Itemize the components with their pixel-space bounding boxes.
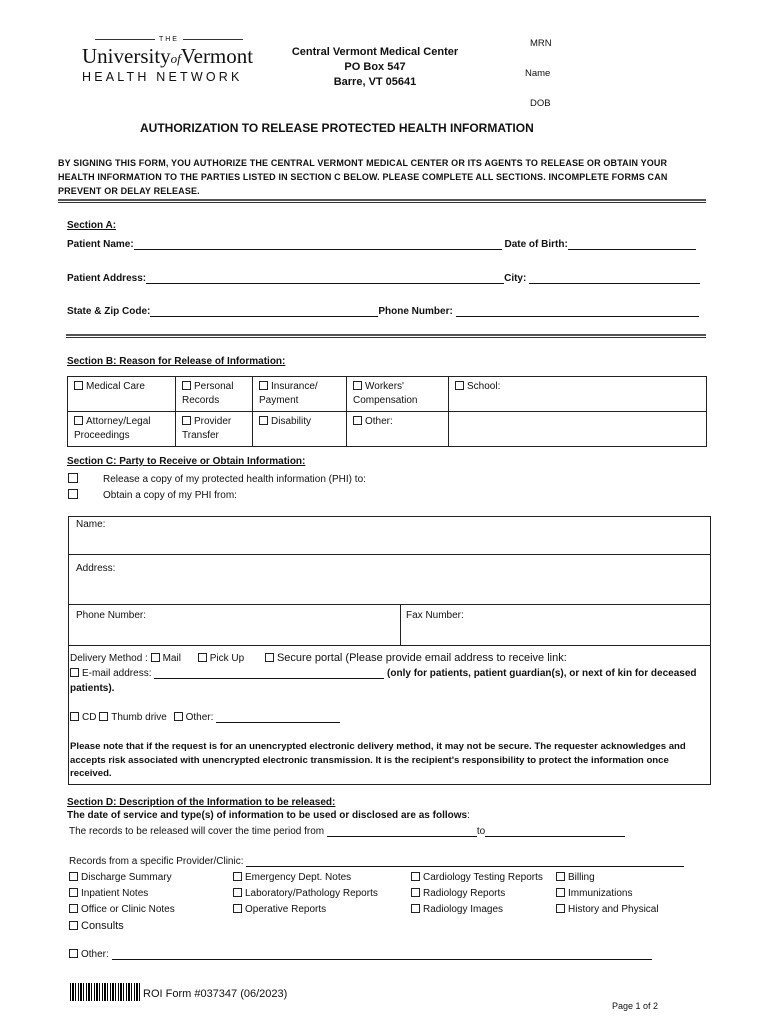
name-label: Name [525,68,551,79]
checkbox[interactable] [69,904,78,913]
provider-label: Records from a specific Provider/Clinic: [69,856,244,867]
other-media-field[interactable] [216,711,340,723]
section-c-heading: Section C: Party to Receive or Obtain Information: [67,456,306,467]
center-name: Central Vermont Medical Center [291,46,459,58]
checkbox[interactable] [69,888,78,897]
provider-row [69,855,684,867]
checkbox[interactable] [69,872,78,881]
email-field[interactable] [154,667,384,679]
logo [80,36,260,88]
party-phone-label[interactable]: Phone Number: [76,610,147,621]
party-fax-label[interactable]: Fax Number: [406,610,464,621]
checkbox[interactable] [411,872,420,881]
record-immunizations[interactable]: Immunizations [556,886,659,902]
reason-personal-records[interactable]: Personal Records [176,377,253,412]
dob-label: DOB [530,98,551,109]
intro-line: HEALTH INFORMATION TO THE PARTIES LISTED IN SECTION C BELOW. PLEASE COMPLETE ALL SECTIONS. INCOMPLETE FORMS CAN [58,172,668,182]
period-to-label: to [476,826,486,837]
checkbox[interactable] [99,712,108,721]
checkbox[interactable] [259,381,268,390]
checkbox[interactable] [74,381,83,390]
checkbox[interactable] [556,872,565,881]
row-divider [68,604,710,605]
checkbox[interactable] [353,416,362,425]
checkbox[interactable] [259,416,268,425]
email-row [70,667,697,679]
record-consults[interactable]: Consults [69,918,175,934]
pickup-option[interactable]: Pick Up [209,653,245,664]
record-inpatient-notes[interactable]: Inpatient Notes [69,886,175,902]
checkbox[interactable] [455,381,464,390]
mail-option[interactable]: Mail [162,653,181,664]
other-option[interactable]: Other: [185,712,214,723]
checkbox[interactable] [556,888,565,897]
divider [66,337,706,338]
checkbox[interactable] [151,653,160,662]
email-note: (only for patients, patient guardian(s), or next of kin for deceased [387,668,697,679]
provider-field[interactable] [246,855,684,867]
option-obtain[interactable]: Obtain a copy of my PHI from: [68,489,237,501]
thumb-drive-option[interactable]: Thumb drive [111,712,167,723]
checkbox[interactable] [233,888,242,897]
section-a-heading: Section A: [67,220,117,231]
barcode [70,983,142,1001]
record-office-notes[interactable]: Office or Clinic Notes [69,902,175,918]
other-records-label: Other: [81,949,109,960]
record-radiology-images[interactable]: Radiology Images [411,902,543,918]
divider [58,202,706,203]
reason-provider-transfer[interactable]: Provider Transfer [176,412,253,447]
record-operative-reports[interactable]: Operative Reports [233,902,378,918]
patient-address-field[interactable] [146,272,504,284]
reason-attorney[interactable]: Attorney/Legal Proceedings [68,412,176,447]
state-zip-label: State & Zip Code: [67,306,151,317]
reason-empty [449,412,707,447]
checkbox[interactable] [182,381,191,390]
records-col-4 [556,870,659,918]
record-radiology-reports[interactable]: Radiology Reports [411,886,543,902]
record-lab-reports[interactable]: Laboratory/Pathology Reports [233,886,378,902]
checkbox[interactable] [411,904,420,913]
patient-name-row [67,238,696,250]
checkbox[interactable] [69,921,78,930]
section-d-heading: Section D: Description of the Information to be released: [67,797,336,808]
col-divider [400,604,401,645]
records-col-1 [69,870,175,934]
form-title: AUTHORIZATION TO RELEASE PROTECTED HEALTH INFORMATION [140,121,534,135]
center-city: Barre, VT 05641 [333,76,417,88]
reason-medical-care[interactable]: Medical Care [68,377,176,412]
reason-table [67,376,707,447]
period-row [69,825,625,837]
records-col-2 [233,870,378,918]
page-number: Page 1 of 2 [612,1001,659,1011]
checkbox[interactable] [174,712,183,721]
checkbox[interactable] [198,653,207,662]
divider [58,199,706,201]
checkbox[interactable] [70,668,79,677]
checkbox[interactable] [68,489,78,499]
checkbox[interactable] [68,473,78,483]
center-address [275,45,475,90]
checkbox[interactable] [265,653,274,662]
logo-network: HEALTH NETWORK [82,70,243,84]
phone-label: Phone Number: [378,306,453,317]
intro-line: PREVENT OR DELAY RELEASE. [58,186,200,196]
mrn-label: MRN [530,38,552,49]
checkbox[interactable] [353,381,362,390]
form-number: ROI Form #037347 (06/2023) [143,988,288,1000]
portal-option[interactable]: Secure portal (Please provide email address to receive link: [276,652,567,664]
intro-text [58,156,668,198]
email-note-cont: patients). [70,683,115,694]
city-label: City: [504,273,527,284]
cd-option[interactable]: CD [82,712,97,723]
record-cardiology[interactable]: Cardiology Testing Reports [411,870,543,886]
logo-wordmark: UniversityofVermont [82,44,254,68]
checkbox[interactable] [70,712,79,721]
section-d-subheading: The date of service and type(s) of information to be used or disclosed are as follows: [67,810,470,821]
dob-field[interactable] [568,238,696,250]
reason-other[interactable]: Other: [347,412,449,447]
other-records-field[interactable] [112,948,652,960]
phone-field[interactable] [456,305,699,317]
party-address-label[interactable]: Address: [76,563,116,574]
section-b-heading: Section B: Reason for Release of Information: [67,356,286,367]
checkbox[interactable] [411,888,420,897]
period-label: The records to be released will cover the time period from [69,826,325,837]
record-billing[interactable]: Billing [556,870,659,886]
checkbox[interactable] [182,416,191,425]
delivery-row [70,652,567,664]
record-history-physical[interactable]: History and Physical [556,902,659,918]
checkbox[interactable] [69,949,78,958]
checkbox[interactable] [233,904,242,913]
media-row [70,711,340,723]
checkbox[interactable] [233,872,242,881]
records-col-3 [411,870,543,918]
reason-disability[interactable]: Disability [253,412,347,447]
option-release[interactable]: Release a copy of my protected health information (PHI) to: [68,473,366,485]
logo-the: THE [80,36,258,43]
patient-address-row [67,272,700,284]
state-zip-row [67,305,699,317]
dob-label: Date of Birth: [504,239,568,250]
record-discharge-summary[interactable]: Discharge Summary [69,870,175,886]
reason-workers-comp[interactable]: Workers' Compensation [347,377,449,412]
center-box: PO Box 547 [344,61,406,73]
party-name-label[interactable]: Name: [76,519,106,530]
record-emergency-notes[interactable]: Emergency Dept. Notes [233,870,378,886]
divider [66,334,706,336]
period-from-field[interactable] [327,825,477,837]
patient-name-field[interactable] [134,238,502,250]
row-divider [68,554,710,555]
city-field[interactable] [529,272,700,284]
period-to-field[interactable] [485,825,625,837]
reason-school[interactable]: School: [449,377,707,412]
state-zip-field[interactable] [150,305,378,317]
patient-name-label: Patient Name: [67,239,134,250]
row-divider [68,645,710,646]
other-records-row [69,948,652,960]
intro-line: BY SIGNING THIS FORM, YOU AUTHORIZE THE CENTRAL VERMONT MEDICAL CENTER OR ITS AGENTS TO RELEASE OR OBTAIN YOUR [58,158,668,168]
delivery-label: Delivery Method : [70,653,148,664]
reason-insurance[interactable]: Insurance/ Payment [253,377,347,412]
patient-address-label: Patient Address: [67,273,147,284]
email-label: E-mail address: [82,668,152,679]
notice-text: Please note that if the request is for an unencrypted electronic delivery method, it may not be secure. The requester acknowledges and accepts risk associated with unencrypted electronic transmission. It is the recipient's responsibility to protect the information once received. [70,741,686,779]
checkbox[interactable] [74,416,83,425]
checkbox[interactable] [556,904,565,913]
